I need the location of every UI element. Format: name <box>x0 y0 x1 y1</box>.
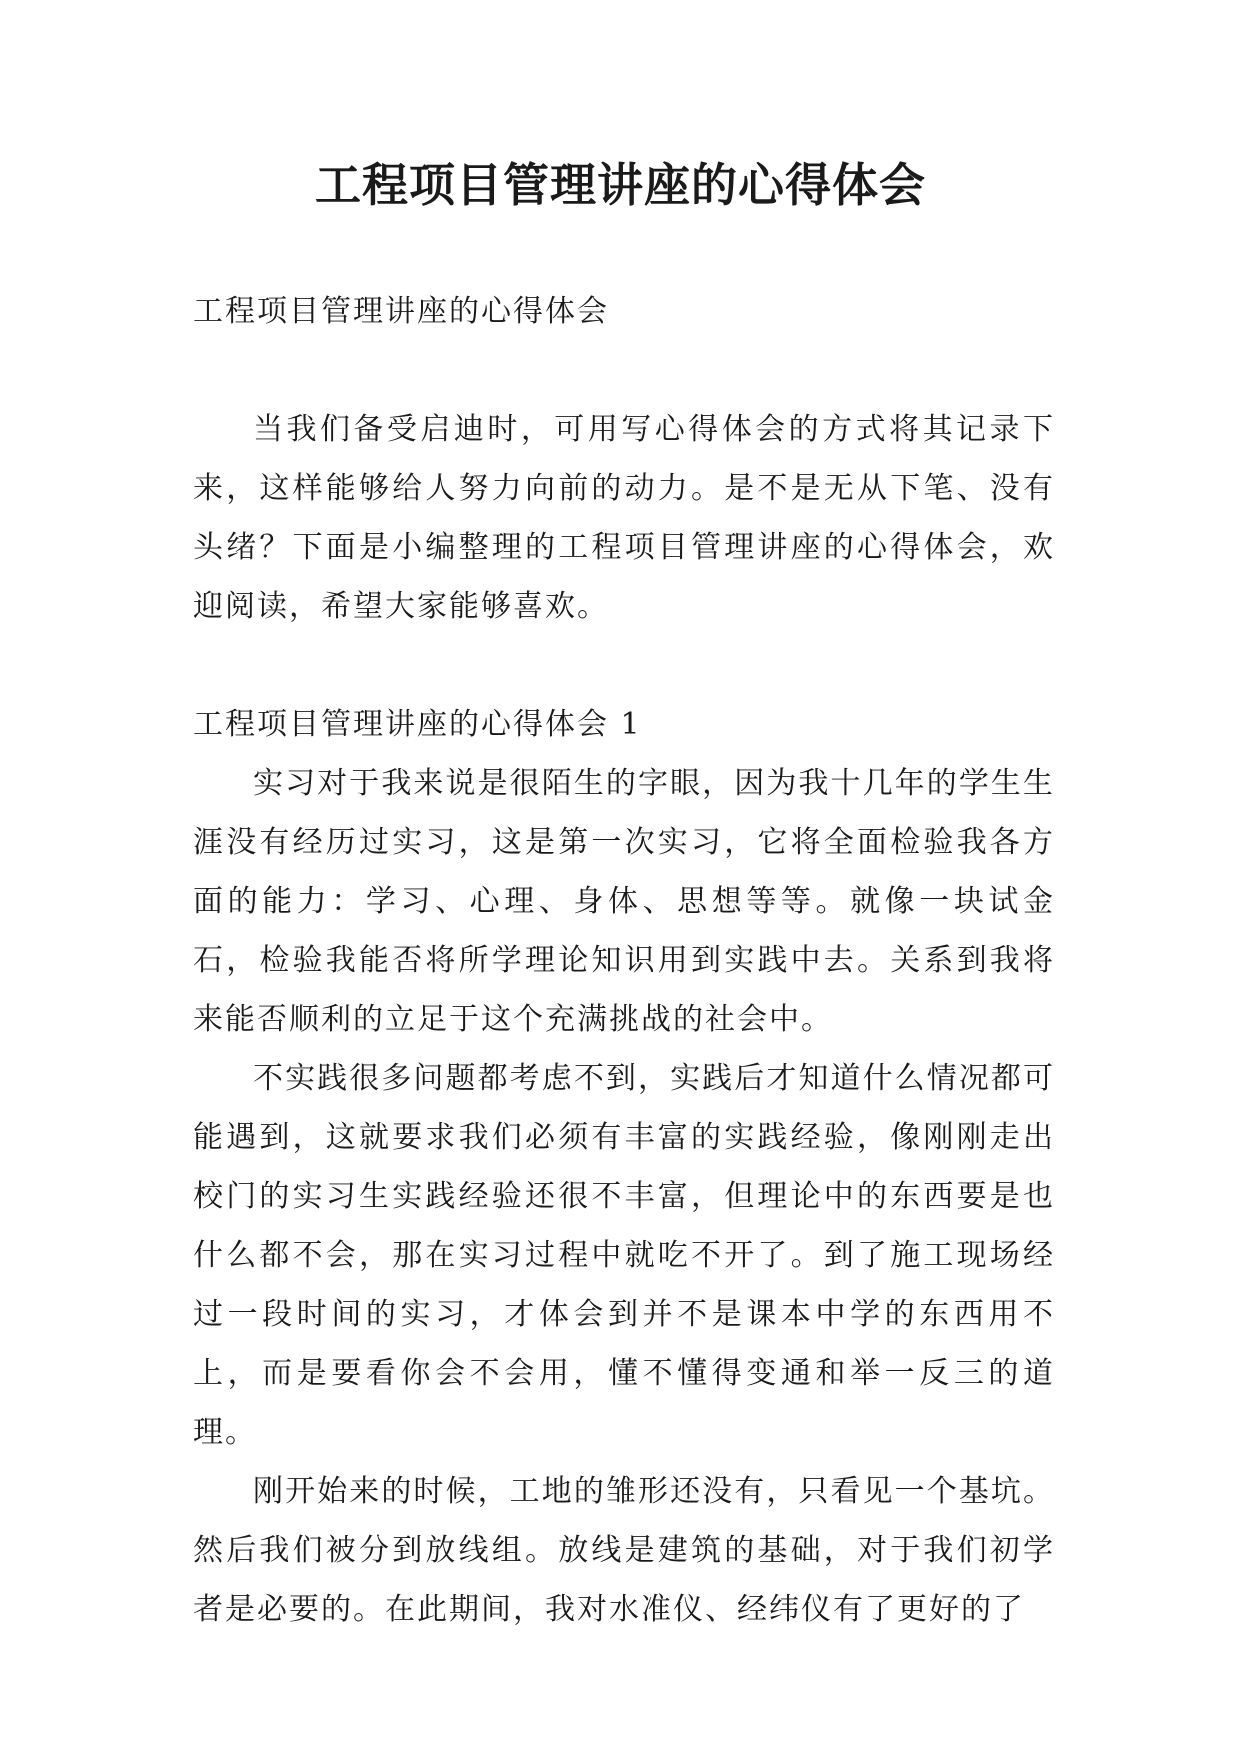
body-paragraph-2: 不实践很多问题都考虑不到，实践后才知道什么情况都可能遇到，这就要求我们必须有丰富的实践经验，像刚刚走出校门的实习生实践经验还很不丰富，但理论中的东西要是也什么都不会，那在实习过程中就吃不开了。到了施工现场经过一段时间的实习，才体会到并不是课本中学的东西用不上，而是要看你会不会用，懂不懂得变通和举一反三的道理。 <box>193 1061 1055 1450</box>
intro-paragraph: 当我们备受启迪时，可用写心得体会的方式将其记录下来，这样能够给人努力向前的动力。是不是无从下笔、没有头绪？下面是小编整理的工程项目管理讲座的心得体会，欢迎阅读，希望大家能够喜欢。 <box>193 412 1055 624</box>
document-title: 工程项目管理讲座的心得体会 <box>315 158 926 212</box>
document-subtitle: 工程项目管理讲座的心得体会 <box>193 294 609 329</box>
document-body <box>193 282 1055 1639</box>
body-paragraph-1: 实习对于我来说是很陌生的字眼，因为我十几年的学生生涯没有经历过实习，这是第一次实习，它将全面检验我各方面的能力：学习、心理、身体、思想等等。就像一块试金石，检验我能否将所学理论知识用到实践中去。关系到我将来能否顺利的立足于这个充满挑战的社会中。 <box>193 766 1055 1037</box>
section-heading: 工程项目管理讲座的心得体会 1 <box>193 707 642 742</box>
body-paragraph-3: 刚开始来的时候，工地的雏形还没有，只看见一个基坑。然后我们被分到放线组。放线是建筑的基础，对于我们初学者是必要的。在此期间，我对水准仪、经纬仪有了更好的了 <box>193 1474 1055 1627</box>
